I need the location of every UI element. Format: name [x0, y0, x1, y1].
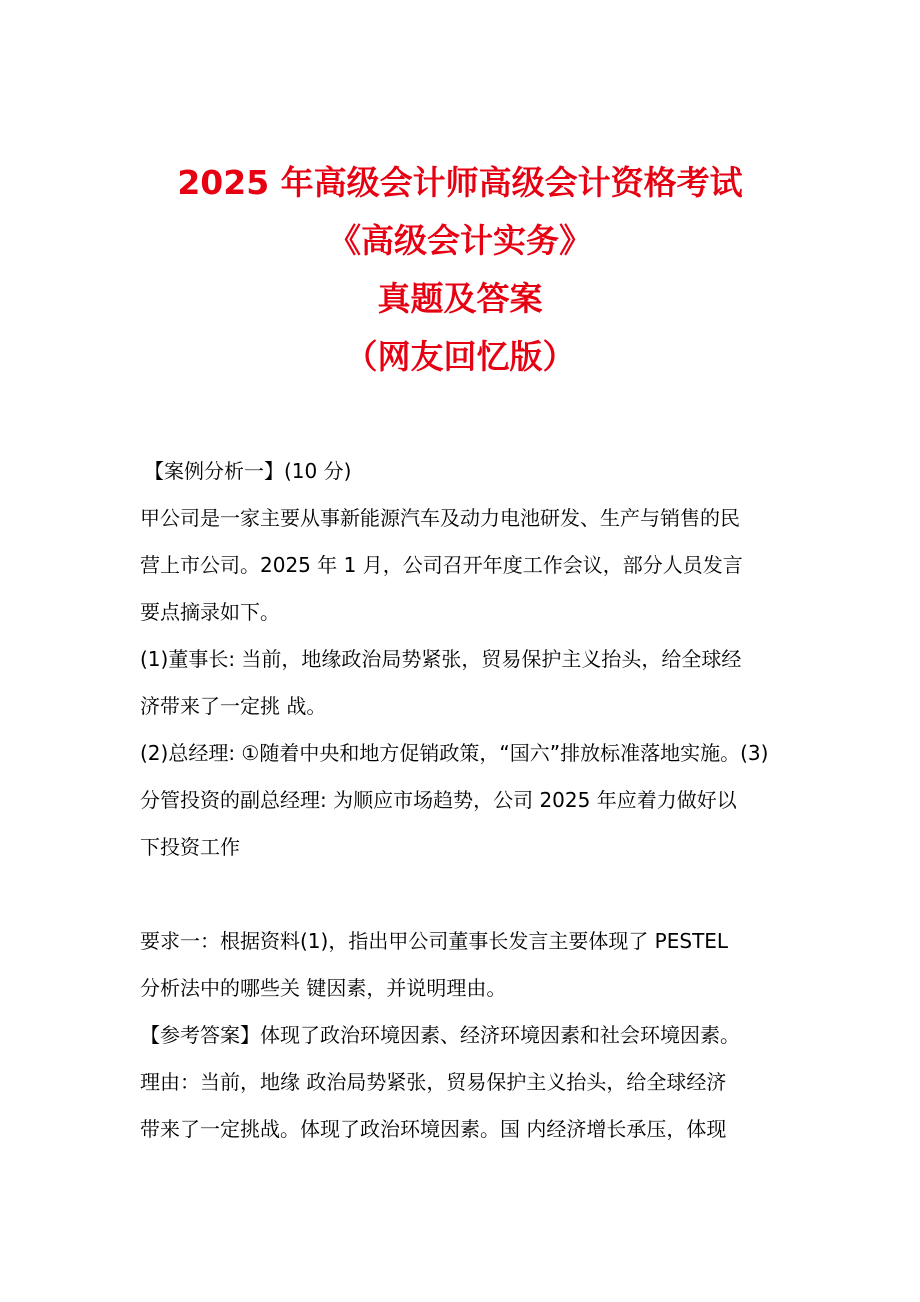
case-line: (2)总经理: ①随着中央和地方促销政策，“国六”排放标准落地实施。(3) — [140, 741, 769, 765]
case-paragraph — [140, 495, 800, 871]
document-title — [0, 154, 920, 386]
case-line: 分管投资的副总经理: 为顺应市场趋势，公司 2025 年应着力做好以 — [140, 788, 737, 812]
requirement-line: 分析法中的哪些关 键因素，并说明理由。 — [140, 976, 507, 1000]
title-line-4: （网友回忆版） — [344, 337, 576, 376]
answer-line: 理由：当前，地缘 政治局势紧张，贸易保护主义抬头，给全球经济 — [140, 1070, 727, 1094]
title-line-3: 真题及答案 — [377, 279, 543, 318]
case-line: 要点摘录如下。 — [140, 600, 280, 624]
case-line: 营上市公司。2025 年 1 月，公司召开年度工作会议，部分人员发言 — [140, 553, 743, 577]
document-body — [140, 448, 800, 1153]
answer-line: 【参考答案】体现了政治环境因素、经济环境因素和社会环境因素。 — [140, 1023, 740, 1047]
case-line: 济带来了一定挑 战。 — [140, 694, 327, 718]
title-line-1: 2025 年高级会计师高级会计资格考试 — [177, 163, 743, 202]
case-heading: 【案例分析一】(10 分) — [144, 459, 352, 483]
requirement-line: 要求一：根据资料(1)，指出甲公司董事长发言主要体现了 PESTEL — [140, 929, 729, 953]
case-line: 甲公司是一家主要从事新能源汽车及动力电池研发、生产与销售的民 — [140, 506, 740, 530]
title-line-2: 《高级会计实务》 — [328, 221, 592, 260]
case-line: 下投资工作 — [140, 835, 240, 859]
requirement-section — [140, 918, 800, 1153]
case-line: (1)董事长: 当前，地缘政治局势紧张，贸易保护主义抬头，给全球经 — [140, 647, 742, 671]
paragraph-spacer — [140, 871, 800, 918]
answer-line: 带来了一定挑战。体现了政治环境因素。国 内经济增长承压，体现 — [140, 1117, 727, 1141]
